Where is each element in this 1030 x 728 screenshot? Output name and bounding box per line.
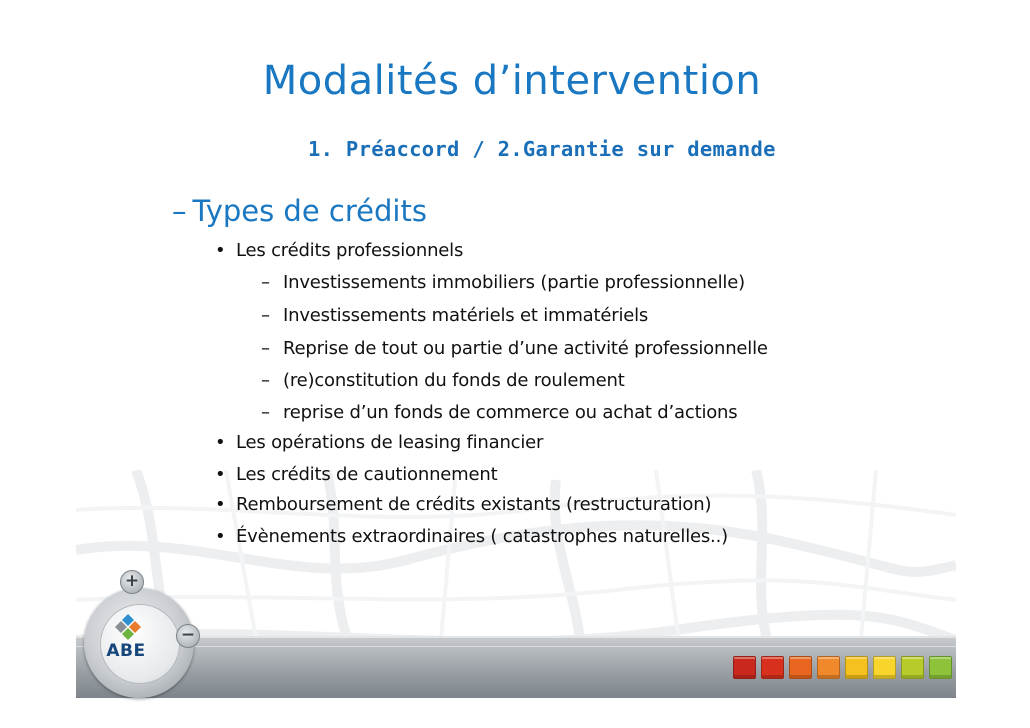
list-subitem: – reprise d’un fonds de commerce ou achat d’actions bbox=[283, 402, 737, 423]
section-heading-text: Types de crédits bbox=[192, 194, 427, 228]
slide-title: Modalités d’intervention bbox=[262, 58, 762, 104]
list-subitem: – Investissements matériels et immatériels bbox=[283, 305, 648, 326]
color-square bbox=[873, 656, 896, 679]
color-square bbox=[789, 656, 812, 679]
slide-subtitle: 1. Préaccord / 2.Garantie sur demande bbox=[308, 137, 776, 161]
color-square bbox=[845, 656, 868, 679]
color-square bbox=[901, 656, 924, 679]
color-square bbox=[817, 656, 840, 679]
footer-highlight bbox=[76, 646, 956, 647]
logo-text: ABE bbox=[106, 641, 146, 661]
logo-diamond-icon bbox=[113, 612, 143, 642]
list-subitem: – (re)constitution du fonds de roulement bbox=[283, 370, 625, 391]
section-dash: – bbox=[172, 194, 187, 228]
zoom-in-button[interactable]: + bbox=[120, 570, 144, 594]
list-item: • Remboursement de crédits existants (restructuration) bbox=[236, 494, 711, 515]
list-item: • Les opérations de leasing financier bbox=[236, 432, 543, 453]
list-item: • Les crédits de cautionnement bbox=[236, 464, 497, 485]
list-subitem: – Investissements immobiliers (partie professionnelle) bbox=[283, 272, 745, 293]
list-item: • Évènements extraordinaires ( catastrophes naturelles..) bbox=[236, 526, 728, 547]
list-item: • Les crédits professionnels bbox=[236, 240, 463, 261]
list-subitem: – Reprise de tout ou partie d’une activité professionnelle bbox=[283, 338, 768, 359]
section-heading bbox=[172, 194, 427, 228]
color-square bbox=[761, 656, 784, 679]
color-square bbox=[929, 656, 952, 679]
color-square bbox=[733, 656, 756, 679]
color-squares bbox=[733, 656, 952, 679]
zoom-out-button[interactable]: − bbox=[176, 624, 200, 648]
